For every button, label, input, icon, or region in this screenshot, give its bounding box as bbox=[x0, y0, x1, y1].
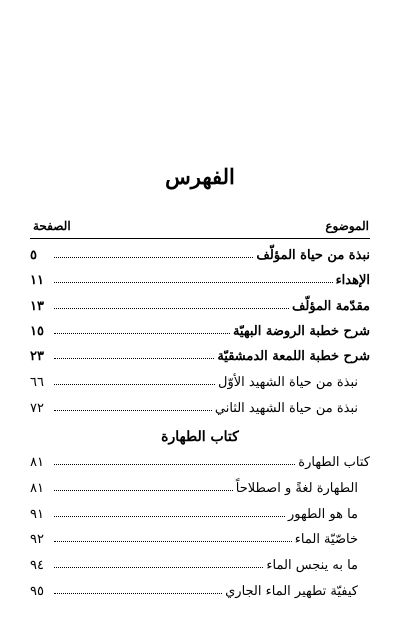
toc-entry[interactable] bbox=[30, 342, 370, 364]
toc-entry-page: ٩١ bbox=[30, 507, 44, 522]
section-heading: كتاب الطهارة bbox=[161, 429, 239, 445]
toc-entry-title: نبذة من حياة الشهيد الأوّل bbox=[218, 375, 358, 390]
toc-entry-page: ١٥ bbox=[30, 324, 44, 339]
toc-entry-page: ٩٥ bbox=[30, 584, 44, 599]
toc-entry-title: نبذة من حياة الشهيد الثاني bbox=[214, 401, 358, 416]
toc-entry-page: ٥ bbox=[30, 248, 37, 263]
toc-entry[interactable] bbox=[30, 525, 370, 547]
toc-entry-title: ما به ينجس الماء bbox=[266, 558, 358, 573]
toc-entry-page: ١١ bbox=[30, 273, 44, 288]
toc-entry-page: ٩٢ bbox=[30, 532, 44, 547]
toc-entry-page: ٨١ bbox=[30, 481, 44, 496]
toc-entry[interactable] bbox=[30, 241, 370, 263]
dot-leader bbox=[54, 257, 253, 258]
dot-leader bbox=[54, 464, 295, 465]
dot-leader bbox=[54, 282, 333, 283]
dot-leader bbox=[54, 567, 263, 568]
dot-leader bbox=[54, 541, 292, 542]
toc-entry[interactable] bbox=[30, 394, 370, 416]
toc-entry[interactable] bbox=[30, 500, 370, 522]
toc-entry-title: خاصّيّة الماء bbox=[294, 532, 358, 547]
toc-entry[interactable] bbox=[30, 474, 370, 496]
dot-leader bbox=[54, 516, 285, 517]
toc-entry-page: ١٣ bbox=[30, 299, 44, 314]
dot-leader bbox=[54, 384, 215, 385]
header-rule bbox=[30, 238, 370, 239]
dot-leader bbox=[54, 308, 289, 309]
toc-entry-title: كتاب الطهارة bbox=[298, 455, 370, 470]
toc-entry[interactable] bbox=[30, 317, 370, 339]
toc-entry[interactable] bbox=[30, 448, 370, 470]
toc-entry-title: شرح خطبة اللمعة الدمشقيّة bbox=[217, 349, 370, 364]
page-title: الفهرس bbox=[165, 164, 235, 189]
toc-entry-title: شرح خطبة الروضة البهيّة bbox=[232, 324, 370, 339]
toc-entry-page: ٧٢ bbox=[30, 401, 44, 416]
toc-entry-title: الطهارة لغةً و اصطلاحاً bbox=[235, 481, 358, 496]
toc-entry-title: نبذة من حياة المؤلّف bbox=[256, 248, 370, 263]
toc-entry[interactable] bbox=[30, 292, 370, 314]
page-column-header: الصفحة bbox=[33, 219, 71, 233]
toc-entry[interactable] bbox=[30, 368, 370, 390]
toc-entry[interactable] bbox=[30, 577, 370, 599]
toc-entry-page: ٢٣ bbox=[30, 349, 44, 364]
toc-entry[interactable] bbox=[30, 551, 370, 573]
toc-entry[interactable] bbox=[30, 266, 370, 288]
toc-entry-page: ٩٤ bbox=[30, 558, 44, 573]
subject-column-header: الموضوع bbox=[325, 219, 369, 233]
toc-entry-title: ما هو الطهور bbox=[288, 507, 358, 522]
dot-leader bbox=[54, 333, 230, 334]
toc-entry-title: الإهداء bbox=[335, 273, 370, 288]
toc-entry-title: كيفيّة تطهير الماء الجاري bbox=[225, 584, 358, 599]
toc-entry-title: مقدّمة المؤلّف bbox=[291, 299, 370, 314]
toc-entry-page: ٨١ bbox=[30, 455, 44, 470]
dot-leader bbox=[54, 358, 214, 359]
toc-entry-page: ٦٦ bbox=[30, 375, 44, 390]
dot-leader bbox=[54, 593, 222, 594]
dot-leader bbox=[54, 410, 212, 411]
dot-leader bbox=[54, 490, 233, 491]
